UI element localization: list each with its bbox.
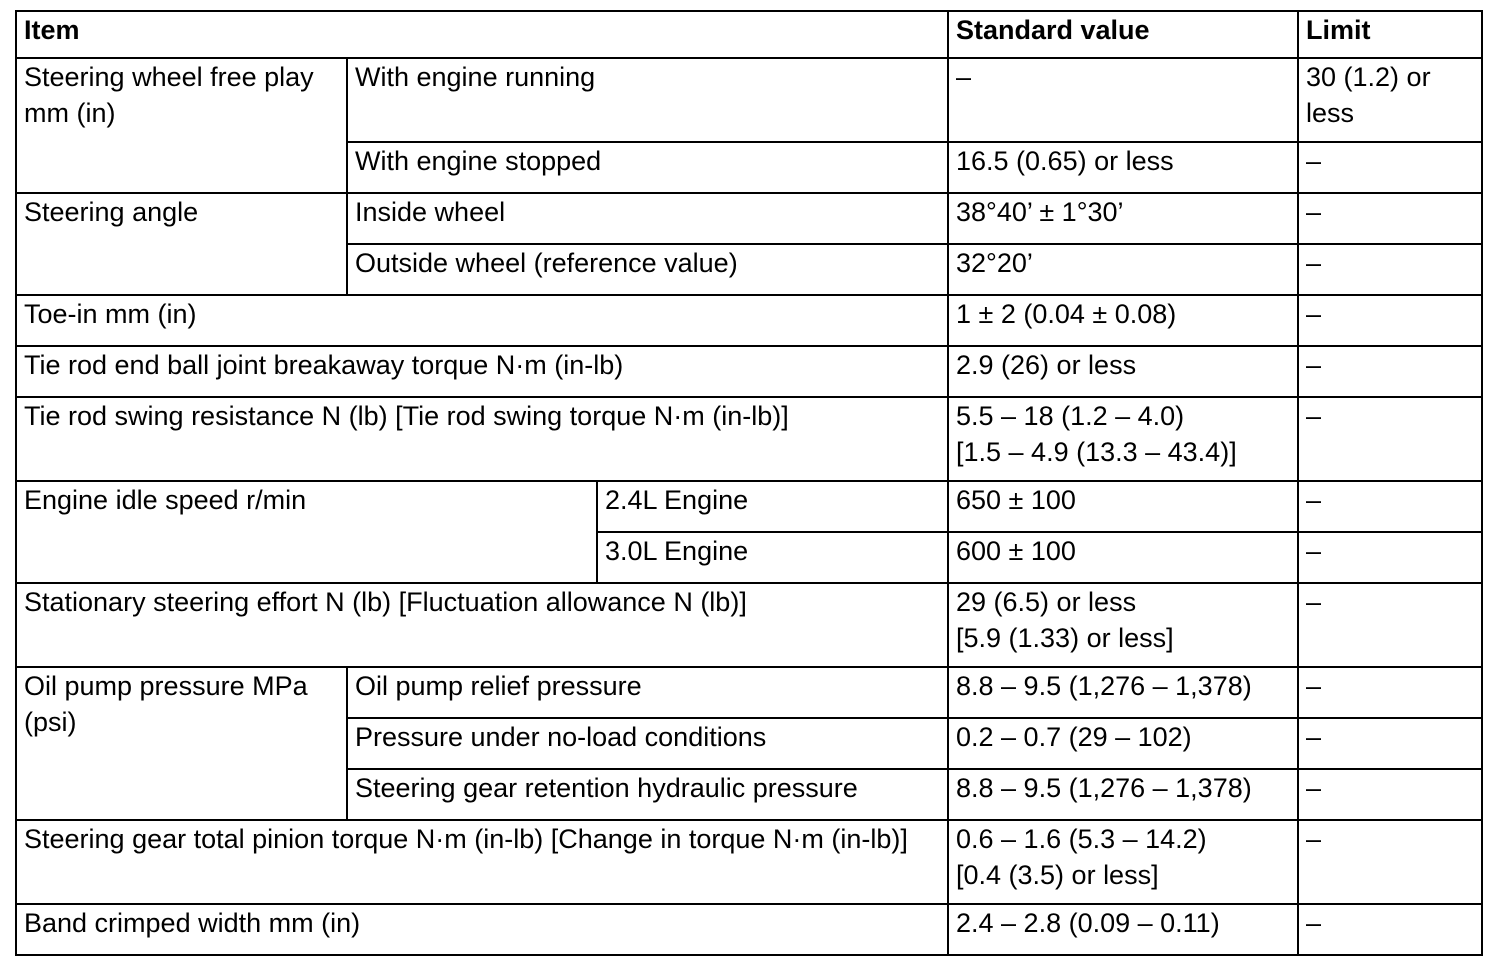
limit-value: – — [1298, 142, 1482, 193]
table-row — [16, 295, 1482, 346]
item-label: Steering gear total pinion torque N·m (in-lb) [Change in torque N·m (in-lb)] — [16, 820, 948, 904]
table-row — [16, 397, 1482, 481]
limit-value: – — [1298, 346, 1482, 397]
item-label: Steering wheel free play mm (in) — [16, 58, 347, 193]
standard-value-line: [5.9 (1.33) or less] — [956, 623, 1174, 653]
limit-value: – — [1298, 193, 1482, 244]
standard-value: – — [948, 58, 1298, 142]
specification-table — [15, 10, 1483, 956]
item-label: Steering angle — [16, 193, 347, 295]
sub-item-label: Inside wheel — [347, 193, 948, 244]
standard-value-line: 5.5 – 18 (1.2 – 4.0) — [956, 401, 1185, 431]
limit-value: – — [1298, 667, 1482, 718]
standard-value-line: [0.4 (3.5) or less] — [956, 860, 1159, 890]
sub-item-label: Outside wheel (reference value) — [347, 244, 948, 295]
sub-item-label: 2.4L Engine — [597, 481, 948, 532]
item-label: Tie rod end ball joint breakaway torque N·m (in-lb) — [16, 346, 948, 397]
sub-item-label: With engine stopped — [347, 142, 948, 193]
standard-value: 600 ± 100 — [948, 532, 1298, 583]
item-label: Toe-in mm (in) — [16, 295, 948, 346]
limit-value: – — [1298, 904, 1482, 955]
limit-value: – — [1298, 769, 1482, 820]
table-row — [16, 820, 1482, 904]
table-row — [16, 904, 1482, 955]
standard-value-line: 0.6 – 1.6 (5.3 – 14.2) — [956, 824, 1207, 854]
standard-value-line: [1.5 – 4.9 (13.3 – 43.4)] — [956, 437, 1237, 467]
standard-value-line: 29 (6.5) or less — [956, 587, 1137, 617]
table-row — [16, 346, 1482, 397]
limit-value: – — [1298, 820, 1482, 904]
table-row — [16, 193, 1482, 244]
limit-value: 30 (1.2) or less — [1298, 58, 1482, 142]
item-label: Band crimped width mm (in) — [16, 904, 948, 955]
table-row — [16, 583, 1482, 667]
standard-value: 8.8 – 9.5 (1,276 – 1,378) — [948, 769, 1298, 820]
sub-item-label: With engine running — [347, 58, 948, 142]
table-row — [16, 667, 1482, 718]
header-limit: Limit — [1298, 11, 1482, 58]
standard-value: 2.9 (26) or less — [948, 346, 1298, 397]
standard-value — [948, 397, 1298, 481]
item-label: Engine idle speed r/min — [16, 481, 597, 583]
limit-value: – — [1298, 295, 1482, 346]
limit-value: – — [1298, 718, 1482, 769]
standard-value: 0.2 – 0.7 (29 – 102) — [948, 718, 1298, 769]
limit-value: – — [1298, 244, 1482, 295]
standard-value: 32°20’ — [948, 244, 1298, 295]
sub-item-label: 3.0L Engine — [597, 532, 948, 583]
standard-value: 650 ± 100 — [948, 481, 1298, 532]
standard-value: 2.4 – 2.8 (0.09 – 0.11) — [948, 904, 1298, 955]
item-label: Tie rod swing resistance N (lb) [Tie rod swing torque N·m (in-lb)] — [16, 397, 948, 481]
standard-value — [948, 820, 1298, 904]
limit-value: – — [1298, 583, 1482, 667]
header-item: Item — [16, 11, 948, 58]
table-row — [16, 58, 1482, 142]
standard-value — [948, 583, 1298, 667]
limit-value: – — [1298, 397, 1482, 481]
sub-item-label: Pressure under no-load conditions — [347, 718, 948, 769]
limit-value: – — [1298, 481, 1482, 532]
header-row — [16, 11, 1482, 58]
item-label: Stationary steering effort N (lb) [Fluctuation allowance N (lb)] — [16, 583, 948, 667]
table-row — [16, 481, 1482, 532]
standard-value: 1 ± 2 (0.04 ± 0.08) — [948, 295, 1298, 346]
limit-value: – — [1298, 532, 1482, 583]
sub-item-label: Oil pump relief pressure — [347, 667, 948, 718]
header-standard-value: Standard value — [948, 11, 1298, 58]
standard-value: 38°40’ ± 1°30’ — [948, 193, 1298, 244]
standard-value: 16.5 (0.65) or less — [948, 142, 1298, 193]
sub-item-label: Steering gear retention hydraulic pressure — [347, 769, 948, 820]
standard-value: 8.8 – 9.5 (1,276 – 1,378) — [948, 667, 1298, 718]
item-label: Oil pump pressure MPa (psi) — [16, 667, 347, 820]
